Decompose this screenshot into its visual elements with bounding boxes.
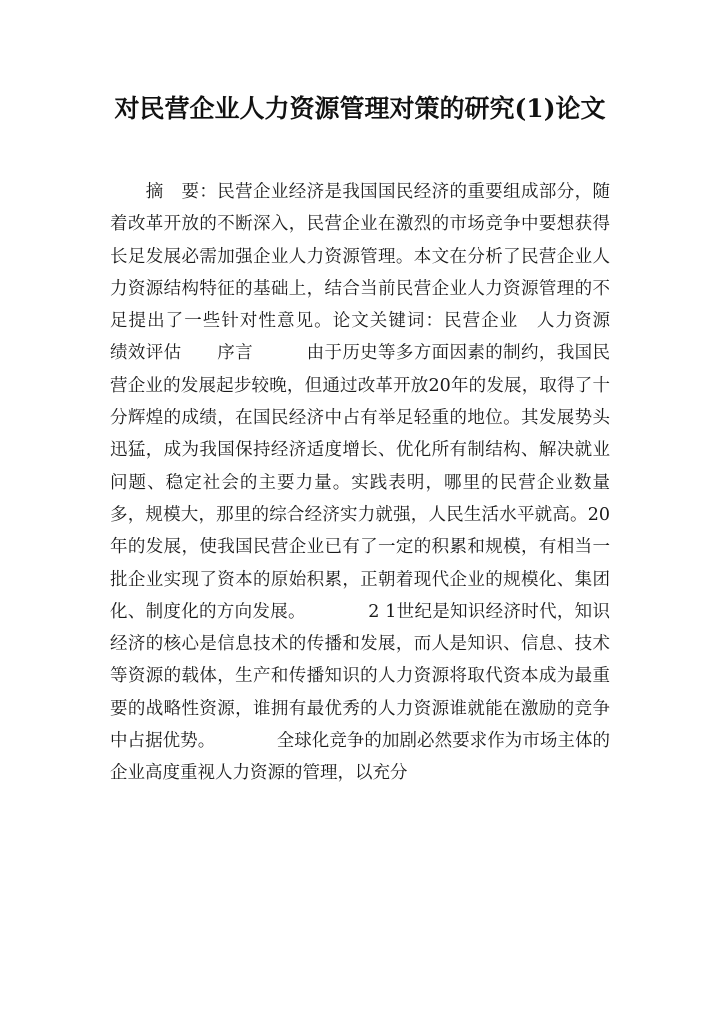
- document-title: 对民营企业人力资源管理对策的研究(1)论文: [114, 94, 606, 123]
- document-body-text: 摘 要：民营企业经济是我国国民经济的重要组成部分，随着改革开放的不断深入，民营企业在激烈的市场竞争中要想获得长足发展必需加强企业人力资源管理。本文在分析了民营企业人力资源结构特征的基础上，结合当前民营企业人力资源管理的不足提出了一些针对性意见。论文关键词：民营企业 人力资源 绩效评估 序言 由于历史等多方面因素的制约，我国民营企业的发展起步较晚，但通过改革开放20年的发展，取得了十分辉煌的成绩，在国民经济中占有举足轻重的地位。其发展势头迅猛，成为我国保持经济适度增长、优化所有制结构、解决就业问题、稳定社会的主要力量。实践表明，哪里的民营企业数量多，规模大，那里的综合经济实力就强，人民生活水平就高。20年的发展，使我国民营企业已有了一定的积累和规模，有相当一批企业实现了资本的原始积累，正朝着现代企业的规模化、集团化、制度化的方向发展。 2 1世纪是知识经济时代，知识经济的核心是信息技术的传播和发展，而人是知识、信息、技术等资源的载体，生产和传播知识的人力资源将取代资本成为最重要的战略性资源，谁拥有最优秀的人力资源谁就能在激励的竞争中占据优势。 全球化竞争的加剧必然要求作为市场主体的企业高度重视人力资源的管理，以充分: [110, 182, 628, 784]
